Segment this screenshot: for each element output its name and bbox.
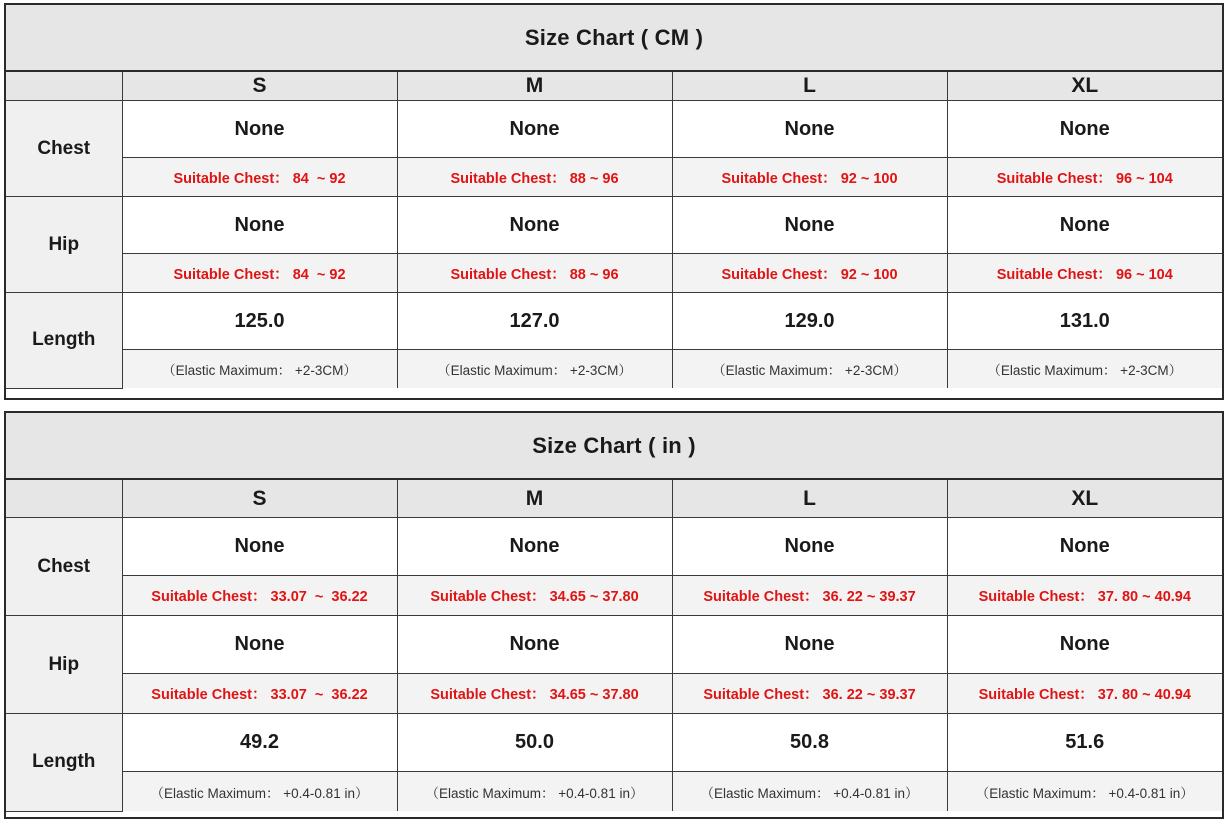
value-cell: None [122,197,397,254]
table-row [6,518,1222,576]
size-header-s: S [122,480,397,518]
value-cell: None [397,197,672,254]
table-row [6,101,1222,158]
row-label-length: Length [6,293,122,389]
value-cell: None [122,616,397,674]
value-cell: 131.0 [947,293,1222,350]
note-cell: Suitable Chest： 33.07 ~ 36.22 [122,674,397,714]
note-cell: Suitable Chest： 36. 22 ~ 39.37 [672,674,947,714]
size-header-m: M [397,72,672,101]
chart-title: Size Chart ( CM ) [6,5,1222,72]
size-header-l: L [672,72,947,101]
note-cell: （Elastic Maximum： +0.4-0.81 in） [672,772,947,812]
value-cell: 50.0 [397,714,672,772]
size-table [6,480,1222,812]
table-row [6,158,1222,197]
value-cell: None [122,101,397,158]
note-cell: Suitable Chest： 34.65 ~ 37.80 [397,576,672,616]
value-cell: None [947,101,1222,158]
table-row [6,254,1222,293]
row-label-chest: Chest [6,101,122,197]
size-chart-cm [4,3,1224,400]
value-cell: 129.0 [672,293,947,350]
row-label-length: Length [6,714,122,812]
value-cell: None [397,101,672,158]
value-cell: None [397,616,672,674]
note-cell: Suitable Chest： 84 ~ 92 [122,158,397,197]
note-cell: Suitable Chest： 37. 80 ~ 40.94 [947,576,1222,616]
value-cell: 125.0 [122,293,397,350]
note-cell: （Elastic Maximum： +0.4-0.81 in） [397,772,672,812]
note-cell: （Elastic Maximum： +0.4-0.81 in） [947,772,1222,812]
note-cell: Suitable Chest： 36. 22 ~ 39.37 [672,576,947,616]
size-table [6,72,1222,389]
size-header-xl: XL [947,480,1222,518]
value-cell: None [672,197,947,254]
size-header-xl: XL [947,72,1222,101]
note-cell: Suitable Chest： 34.65 ~ 37.80 [397,674,672,714]
note-cell: （Elastic Maximum： +2-3CM） [122,350,397,389]
note-cell: （Elastic Maximum： +0.4-0.81 in） [122,772,397,812]
value-cell: None [397,518,672,576]
value-cell: 51.6 [947,714,1222,772]
size-chart-in [4,411,1224,819]
value-cell: 127.0 [397,293,672,350]
table-row [6,616,1222,674]
row-label-hip: Hip [6,616,122,714]
note-cell: Suitable Chest： 92 ~ 100 [672,254,947,293]
value-cell: None [947,616,1222,674]
chart-title: Size Chart ( in ) [6,413,1222,480]
note-cell: Suitable Chest： 33.07 ~ 36.22 [122,576,397,616]
table-row [6,576,1222,616]
value-cell: None [947,197,1222,254]
note-cell: Suitable Chest： 96 ~ 104 [947,254,1222,293]
note-cell: Suitable Chest： 88 ~ 96 [397,254,672,293]
corner-cell [6,72,122,101]
note-cell: （Elastic Maximum： +2-3CM） [397,350,672,389]
value-cell: None [672,616,947,674]
value-cell: None [947,518,1222,576]
note-cell: Suitable Chest： 96 ~ 104 [947,158,1222,197]
note-cell: Suitable Chest： 88 ~ 96 [397,158,672,197]
table-row [6,197,1222,254]
row-label-chest: Chest [6,518,122,616]
table-row [6,772,1222,812]
value-cell: 50.8 [672,714,947,772]
table-row [6,350,1222,389]
note-cell: （Elastic Maximum： +2-3CM） [672,350,947,389]
note-cell: （Elastic Maximum： +2-3CM） [947,350,1222,389]
size-header-l: L [672,480,947,518]
size-header-m: M [397,480,672,518]
note-cell: Suitable Chest： 84 ~ 92 [122,254,397,293]
note-cell: Suitable Chest： 37. 80 ~ 40.94 [947,674,1222,714]
table-row [6,293,1222,350]
value-cell: 49.2 [122,714,397,772]
note-cell: Suitable Chest： 92 ~ 100 [672,158,947,197]
size-header-s: S [122,72,397,101]
value-cell: None [672,518,947,576]
value-cell: None [672,101,947,158]
value-cell: None [122,518,397,576]
row-label-hip: Hip [6,197,122,293]
corner-cell [6,480,122,518]
table-row [6,714,1222,772]
table-row [6,674,1222,714]
